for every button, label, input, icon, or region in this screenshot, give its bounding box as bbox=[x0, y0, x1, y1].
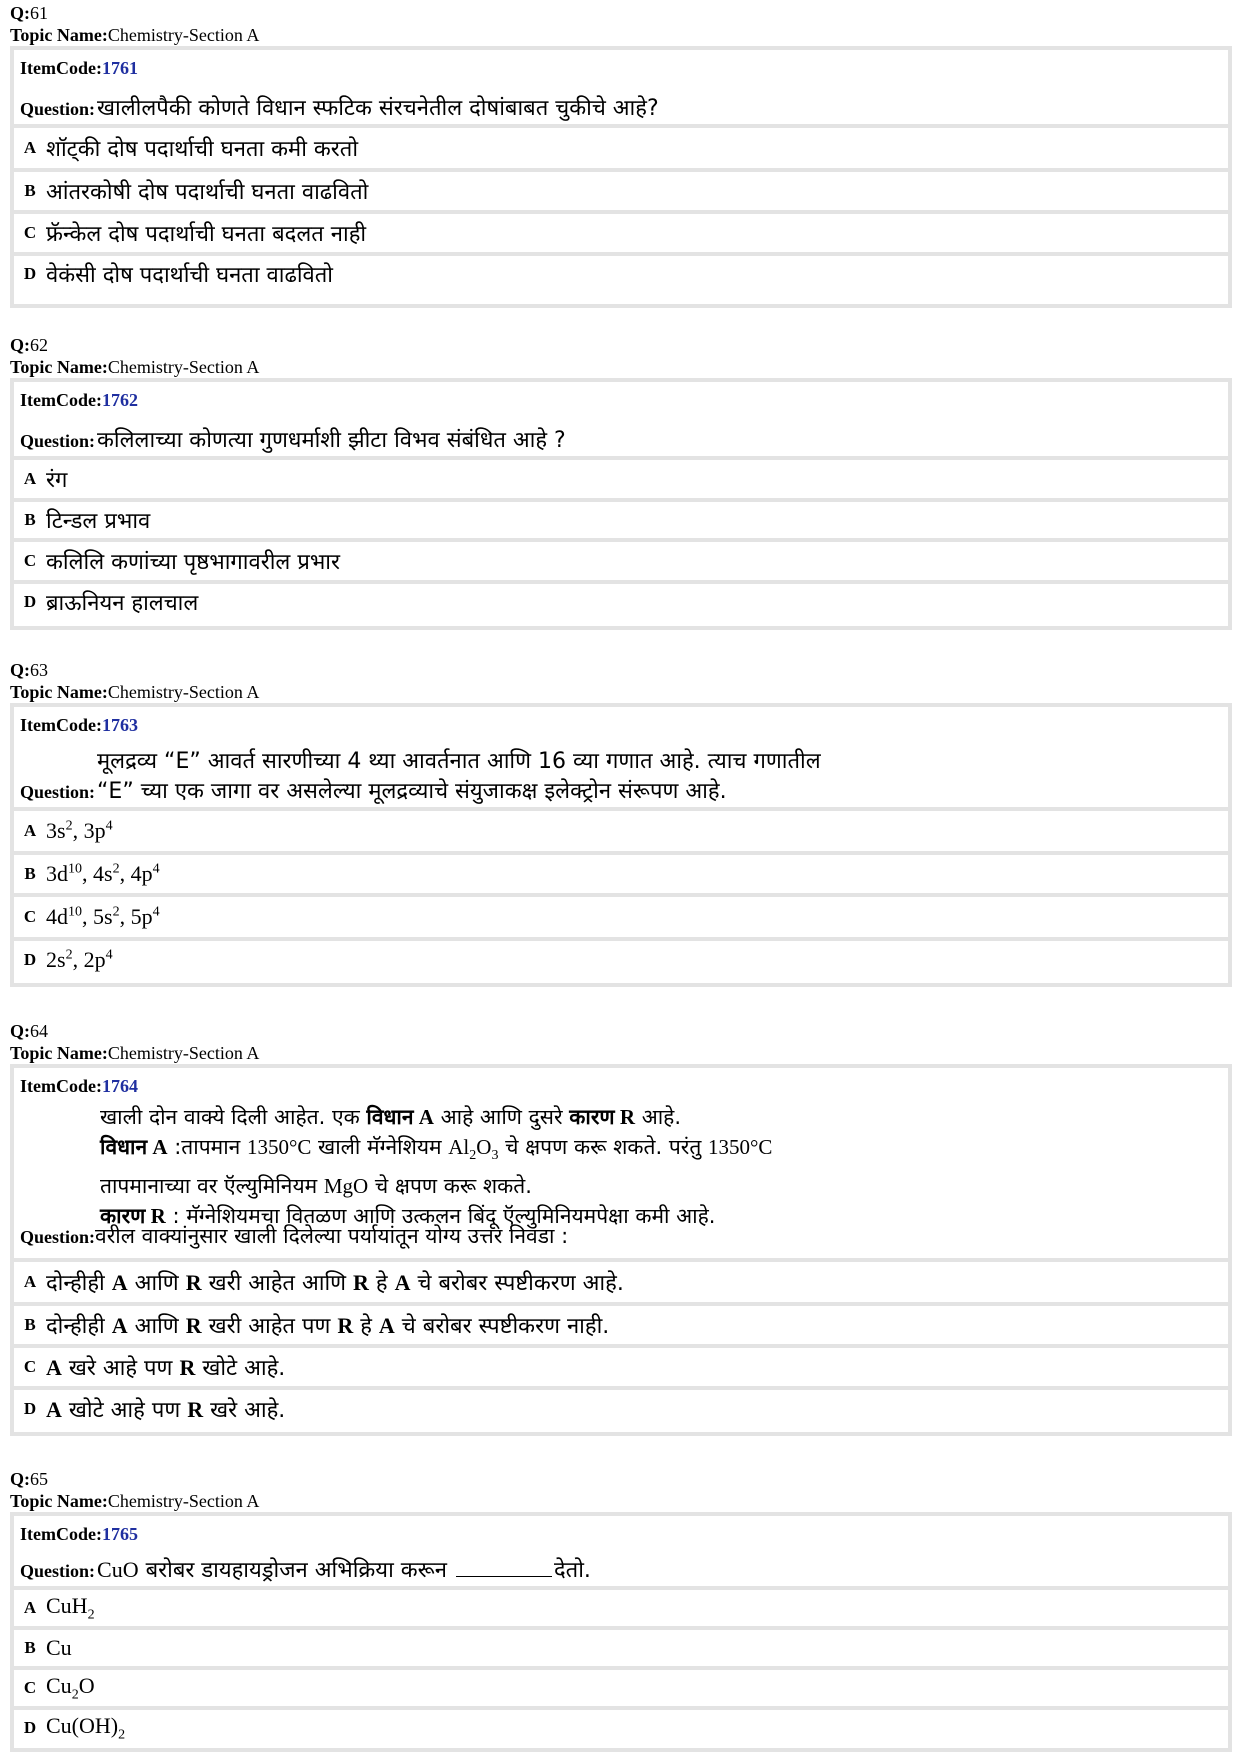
question-card bbox=[10, 46, 1232, 308]
item-code: ItemCode:1762 bbox=[20, 390, 138, 410]
question-number: Q:63 bbox=[10, 660, 48, 680]
option-a[interactable]: A CuH$_2$ bbox=[14, 1586, 1228, 1626]
option-b[interactable]: B दोन्हीही A आणि R खरी आहेत पण R हे A चे बरोबर स्पष्टीकरण नाही. bbox=[14, 1302, 1228, 1344]
topic-name: Topic Name:Chemistry-Section A bbox=[10, 1043, 260, 1063]
question-text: Question: मूलद्रव्य “E” आवर्त सारणीच्या 4 थ्या आवर्तनात आणि 16 व्या गणात आहे. त्याच गणातील “E” च्या एक जागा वर असलेल्या मूलद्रव्याचे संयुजाकक्ष इलेक्ट्रोन संरूपण आहे. bbox=[20, 749, 821, 804]
option-a[interactable]: A रंग bbox=[14, 456, 1228, 498]
question-card bbox=[10, 1064, 1232, 1436]
topic-name: Topic Name:Chemistry-Section A bbox=[10, 25, 260, 45]
question-text: Question: खालीलपैकी कोणते विधान स्फटिक संरचनेतील दोषांबाबत चुकीचे आहे? bbox=[20, 96, 659, 121]
item-code: ItemCode:1764 bbox=[20, 1076, 138, 1096]
option-b[interactable]: B आंतरकोषी दोष पदार्थाची घनता वाढवितो bbox=[14, 168, 1228, 210]
question-block-63 bbox=[10, 659, 1232, 987]
option-c[interactable]: C कलिलि कणांच्या पृष्ठभागावरील प्रभार bbox=[14, 538, 1228, 580]
option-c[interactable]: C $Cu_2O$ bbox=[14, 1666, 1228, 1706]
option-d[interactable]: D ब्राऊनियन हालचाल bbox=[14, 580, 1228, 620]
topic-name: Topic Name:Chemistry-Section A bbox=[10, 357, 260, 377]
question-text: Question: कलिलाच्या कोणत्या गुणधर्माशी झीटा विभव संबंधित आहे ? bbox=[20, 428, 566, 453]
option-a[interactable]: A शॉट्की दोष पदार्थाची घनता कमी करतो bbox=[14, 124, 1228, 168]
question-card bbox=[10, 703, 1232, 987]
topic-name: Topic Name:Chemistry-Section A bbox=[10, 682, 260, 702]
item-code: ItemCode:1761 bbox=[20, 58, 138, 78]
option-b[interactable]: B Cu bbox=[14, 1626, 1228, 1666]
question-number: Q:62 bbox=[10, 335, 48, 355]
question-block-65 bbox=[10, 1468, 1232, 1752]
question-card bbox=[10, 1512, 1232, 1752]
option-c[interactable]: C A खरे आहे पण R खोटे आहे. bbox=[14, 1344, 1228, 1386]
option-a[interactable]: A दोन्हीही A आणि R खरी आहेत आणि R हे A चे बरोबर स्पष्टीकरण आहे. bbox=[14, 1258, 1228, 1302]
question-block-64 bbox=[10, 1020, 1232, 1436]
option-b[interactable]: B टिन्डल प्रभाव bbox=[14, 498, 1228, 538]
question-block-61 bbox=[10, 2, 1232, 308]
item-code: ItemCode:1763 bbox=[20, 715, 138, 735]
option-d[interactable]: D $Cu(OH)_2$ bbox=[14, 1706, 1228, 1746]
option-d[interactable]: D $2s^2$, $2p^4$ bbox=[14, 937, 1228, 979]
question-number: Q:65 bbox=[10, 1469, 48, 1489]
question-text: खाली दोन वाक्ये दिली आहेत. एक विधान A आहे आणि दुसरे कारण R आहे. विधान A :तापमान 1350°C खाली मॅग्नेशियम $Al_2O_3$ चे क्षपण करू शकते. परंतु 1350°C तापमानाच्या वर ऍल्युमिनियम MgO चे क्षपण करू शकते. कारण R : मॅग्नेशियमचा वितळण आणि उत्कलन बिंदू ऍल्युमिनियमपेक्षा कमी आहे. Question:वरील वाक्यांनुसार खाली दिलेल्या पर्यायांतून योग्य उत्तर निवडा : bbox=[20, 1105, 773, 1248]
question-number: Q:61 bbox=[10, 3, 48, 23]
option-c[interactable]: C $4d^{10}$, $5s^2$, $5p^4$ bbox=[14, 893, 1228, 937]
option-b[interactable]: B $3d^{10}$, $4s^2$, $4p^4$ bbox=[14, 851, 1228, 893]
topic-name: Topic Name:Chemistry-Section A bbox=[10, 1491, 260, 1511]
option-d[interactable]: D A खोटे आहे पण R खरे आहे. bbox=[14, 1386, 1228, 1428]
option-a[interactable]: A $3s^2$, $3p^4$ bbox=[14, 807, 1228, 851]
question-block-62 bbox=[10, 334, 1232, 630]
option-c[interactable]: C फ्रॅन्केल दोष पदार्थाची घनता बदलत नाही bbox=[14, 210, 1228, 252]
question-text: Question: CuO बरोबर डायहायड्रोजन अभिक्रिया करून देतो. bbox=[20, 1557, 591, 1583]
question-card bbox=[10, 378, 1232, 630]
question-number: Q:64 bbox=[10, 1021, 48, 1041]
option-d[interactable]: D वेकंसी दोष पदार्थाची घनता वाढवितो bbox=[14, 252, 1228, 292]
item-code: ItemCode:1765 bbox=[20, 1524, 138, 1544]
answer-blank bbox=[456, 1576, 552, 1577]
